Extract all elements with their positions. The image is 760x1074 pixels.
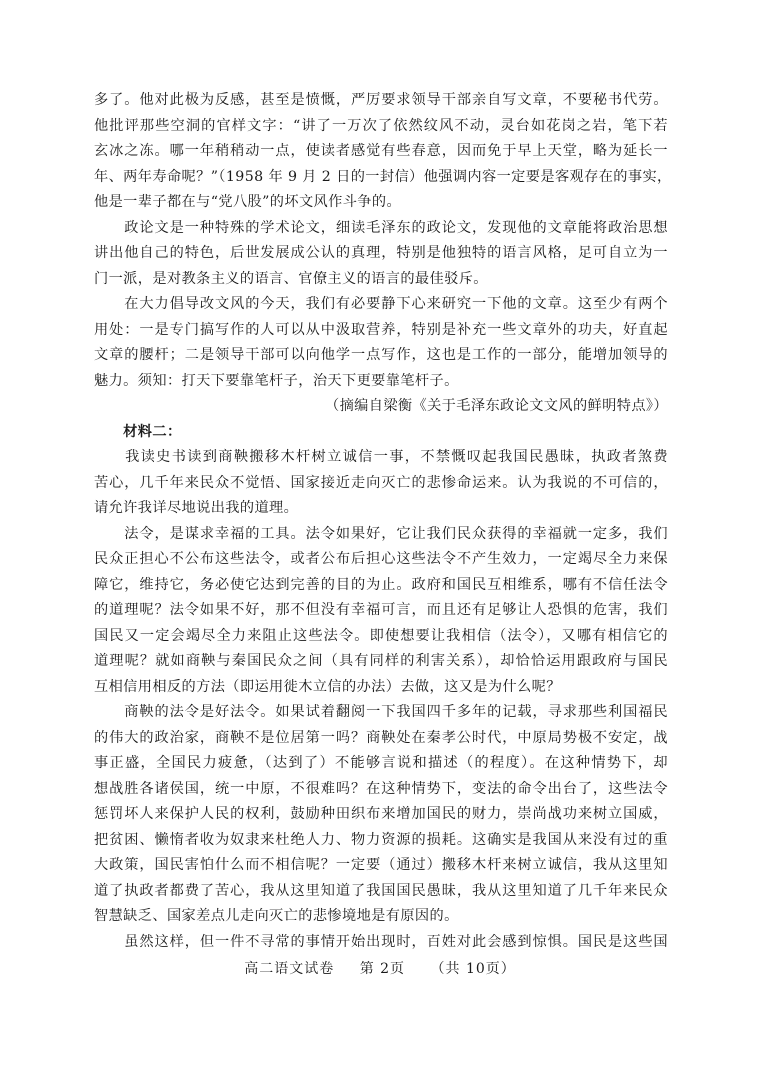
text-line: 政论文是一种特殊的学术论文，细读毛泽东的政论文，发现他的文章能将政治思想 [94, 219, 668, 236]
text-line: 我读史书读到商鞅搬移木杆树立诚信一事，不禁慨叹起我国民愚昧，执政者煞费 [94, 449, 668, 465]
footer-exam-title: 高二语文试卷 [244, 961, 335, 977]
text-line: 障它，维持它，务必使它达到完善的目的为止。政府和国民互相维系，哪有不信任法令 [94, 576, 668, 593]
text-line: 年、两年寿命呢？”（1958 年 9 月 2 日的一封信）他强调内容一定要是客观存在的事实， [94, 168, 672, 185]
text-line: 大政策，国民害怕什么而不相信呢？一定要（通过）搬移木杆来树立诚信，我从这里知 [94, 857, 668, 873]
text-line: 惩罚坏人来保护人民的权利，鼓励种田织布来增加国民的财力，崇尚战功来树立国威， [94, 806, 668, 822]
text-line: 讲出他自己的特色，后世发展成公认的真理，特别是他独特的语言风格，足可自立为一 [94, 245, 668, 261]
section-heading: 材料二： [94, 423, 182, 440]
text-line: 事正盛，全国民力疲惫，（达到了）不能够言说和描述（的程度）。在这种情势下，却 [94, 755, 668, 771]
text-line: 民众正担心不公布这些法令，或者公布后担心这些法令不产生效力，一定竭尽全力来保 [94, 551, 668, 567]
text-line: 把贫困、懒惰者收为奴隶来杜绝人力、物力资源的损耗。这确实是我国从来没有过的重 [94, 831, 668, 848]
text-line: 在大力倡导改文风的今天，我们有必要静下心来研究一下他的文章。这至少有两个 [94, 296, 668, 312]
text-line: 门一派，是对教条主义的语言、官僚主义的语言的最佳驳斥。 [94, 270, 488, 287]
text-line: 道了执政者都费了苦心，我从这里知道了我国国民愚昧，我从这里知道了几千年来民众 [94, 882, 668, 899]
text-line: 法令，是谋求幸福的工具。法令如果好，它让我们民众获得的幸福就一定多，我们 [94, 525, 668, 542]
text-line: 玄冰之冻。哪一年稍稍动一点，使读者感觉有些春意，因而免于早上天堂，略为延长一 [94, 143, 668, 159]
footer-total-pages: （共 10页） [430, 961, 516, 977]
text-line: 想战胜各诸侯国，统一中原，不很难吗？在这种情势下，变法的命令出台了，这些法令 [94, 780, 668, 797]
text-line: 文章的腰杆；二是领导干部可以向他学一点写作，这也是工作的一部分，能增加领导的 [94, 347, 668, 363]
text-line: 虽然这样，但一件不寻常的事情开始出现时，百姓对此会感到惊惧。国民是这些国 [94, 933, 668, 950]
text-line: 互相信用相反的方法（即运用徙木立信的办法）去做，这又是为什么呢？ [94, 678, 561, 695]
text-line: 用处：一是专门搞写作的人可以从中汲取营养，特别是补充一些文章外的功夫，好直起 [94, 321, 668, 338]
text-line: 道理呢？就如商鞅与秦国民众之间（具有同样的利害关系），却恰恰运用跟政府与国民 [94, 653, 668, 669]
text-line: 的道理呢？法令如果不好，那不但没有幸福可言，而且还有足够让人恐惧的危害，我们 [94, 602, 668, 618]
text-line: 魅力。须知：打天下要靠笔杆子，治天下更要靠笔杆子。 [94, 372, 459, 389]
text-line: 苦心，几千年来民众不觉悟、国家接近走向灭亡的悲惨命运来。认为我说的不可信的， [94, 474, 668, 491]
text-line: 商鞅的法令是好法令。如果试着翻阅一下我国四千多年的记载，寻求那些利国福民 [94, 704, 668, 720]
page-footer [0, 958, 760, 978]
footer-page-number: 第 2页 [359, 961, 406, 977]
text-line: 的伟大的政治家，商鞅不是位居第一吗？商鞅处在秦孝公时代，中原局势极不安定，战 [94, 729, 668, 746]
text-line: 他批评那些空洞的官样文字：“讲了一万次了依然纹风不动，灵台如花岗之岩，笔下若 [94, 117, 668, 134]
text-line: 国民又一定会竭尽全力来阻止这些法令。即使想要让我相信（法令），又哪有相信它的 [94, 627, 668, 644]
text-line: 智慧缺乏、国家差点儿走向灭亡的悲惨境地是有原因的。 [94, 908, 459, 924]
text-line: 多了。他对此极为反感，甚至是愤慨，严厉要求领导干部亲自写文章，不要秘书代劳。 [94, 92, 668, 108]
document-body [94, 88, 672, 955]
text-line: 请允许我详尽地说出我的道理。 [94, 500, 299, 516]
text-line: 他是一辈子都在与“党八股”的坏文风作斗争的。 [94, 194, 402, 210]
source-citation: （摘编自梁衡《关于毛泽东政论文文风的鲜明特点》） [324, 398, 668, 414]
